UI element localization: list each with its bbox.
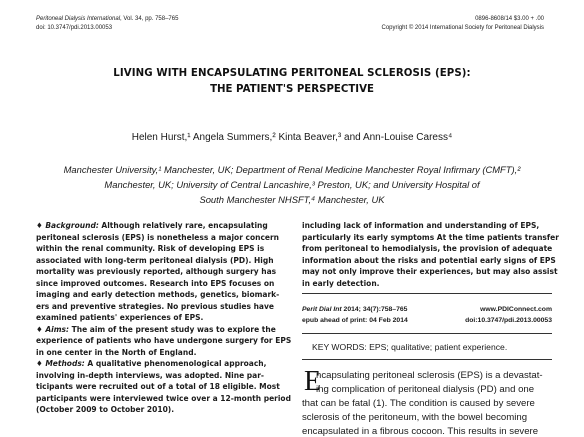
keywords: KEY WORDS: EPS; qualitative; patient experience. <box>312 342 508 352</box>
abstract-line <box>36 325 276 334</box>
abstract-text: Although relatively rare, encapsulating <box>98 221 268 230</box>
abstract-text: since improved outcomes. Research into EPS focuses on <box>36 278 275 288</box>
abstract-line <box>36 256 274 265</box>
citation-volume: 2014; 34(7):758–765 <box>341 306 408 313</box>
body-line: encapsulated in a fibrous cocoon. This results in severe <box>302 426 539 437</box>
header-doi: doi: 10.3747/pdi.2013.00053 <box>36 25 113 31</box>
citation-website[interactable]: www.PDIConnect.com <box>480 306 552 313</box>
abstract-line <box>36 233 279 242</box>
abstract-line <box>36 279 274 288</box>
header-issn: 0896-8608/14 $3.00 + .00 <box>475 16 544 22</box>
abstract-text: (October 2009 to October 2010). <box>36 405 175 414</box>
abstract-line <box>36 290 279 299</box>
abstract-line: from peritoneal to hemodialysis, the provision of adequate <box>302 244 553 253</box>
abstract-line: information about the risks and potential early signs of EPS <box>302 255 556 265</box>
abstract-line <box>36 359 267 368</box>
abstract-line: may not only improve their experiences, but may also assist <box>302 267 558 276</box>
abstract-text: The aim of the present study was to explore the <box>69 324 276 334</box>
citation-doi: doi:10.3747/pdi.2013.00053 <box>465 317 552 324</box>
journal-header-left <box>36 16 178 22</box>
abstract-text: A qualitative phenomenological approach, <box>84 359 267 368</box>
drop-cap: E <box>304 366 322 397</box>
body-text <box>302 366 554 437</box>
abstract-text: experience of patients who have undergone surgery for EPS <box>36 336 292 345</box>
abstract-line <box>36 267 276 276</box>
abstract-line <box>36 244 264 253</box>
article-title-line-2: THE PATIENT'S PERSPECTIVE <box>210 84 374 95</box>
abstract-right-column <box>302 221 559 311</box>
journal-name: Peritoneal Dialysis International <box>36 16 121 22</box>
abstract-line <box>36 371 264 380</box>
body-line: ncapsulating peritoneal sclerosis (EPS) is a devastat- <box>316 370 543 381</box>
article-title-line-1: LIVING WITH ENCAPSULATING PERITONEAL SCLEROSIS (EPS): <box>113 68 471 79</box>
abstract-text: involving in-depth interviews, was adopted. Nine par- <box>36 370 265 380</box>
keywords-rule <box>302 359 552 360</box>
abstract-text: ers and preventive strategies. No previous studies have <box>36 301 274 311</box>
body-line: ing complication of peritoneal dialysis (PD) and one <box>316 384 535 395</box>
abstract-line <box>36 336 291 345</box>
abstract-text: within the renal community. Risk of developing EPS is <box>36 244 265 253</box>
header-copyright: Copyright © 2014 International Society for Peritoneal Dialysis <box>381 25 544 31</box>
abstract-line: particularly its early symptoms At the time patients transfer <box>302 232 559 242</box>
abstract-line <box>36 313 203 322</box>
author-list: Helen Hurst,¹ Angela Summers,² Kinta Beaver,³ and Ann-Louise Caress⁴ <box>131 132 453 143</box>
body-line: sclerosis of the peritoneum, with the bowel becoming <box>302 412 528 423</box>
citation-rule-bottom <box>302 333 552 334</box>
abstract-line: including lack of information and understanding of EPS, <box>302 221 540 230</box>
citation-rule-top <box>302 293 552 294</box>
abstract-line <box>36 394 291 403</box>
abstract-text: imaging and early detection methods, genetics, biomark- <box>36 290 280 299</box>
abstract-left-column <box>36 221 294 431</box>
citation-epub: epub ahead of print: 04 Feb 2014 <box>302 317 408 324</box>
affiliation-line-3: South Manchester NHSFT,⁴ Manchester, UK <box>199 194 385 205</box>
abstract-section-label: ♦ Methods: <box>36 359 85 368</box>
affiliation-line-2: Manchester, UK; University of Central Lancashire,³ Preston, UK; and University Hospital of <box>104 179 480 190</box>
abstract-text: examined patients' experiences of EPS. <box>36 313 204 322</box>
abstract-line <box>36 382 280 391</box>
abstract-line: in early detection. <box>302 278 380 288</box>
abstract-text: in one center in the North of England. <box>36 347 197 357</box>
volume-pages: , Vol. 34, pp. 758–765 <box>120 16 179 22</box>
abstract-line <box>36 221 268 230</box>
abstract-line <box>36 405 174 414</box>
abstract-line <box>36 302 274 311</box>
abstract-text: ticipants were recruited out of a total of 18 eligible. Most <box>36 382 280 391</box>
abstract-section-label: ♦ Aims: <box>36 324 69 334</box>
citation-ref <box>302 306 407 313</box>
citation-journal: Perit Dial Int <box>302 306 342 313</box>
abstract-text: associated with long-term peritoneal dialysis (PD). High <box>36 255 274 265</box>
body-line: that can be fatal (1). The condition is caused by severe <box>302 398 535 409</box>
abstract-section-label: ♦ Background: <box>36 221 99 230</box>
affiliation-line-1: Manchester University,¹ Manchester, UK; Department of Renal Medicine Manchester Royal Infirmary (CMFT),² <box>63 164 521 175</box>
abstract-text: participants were interviewed twice over a 12-month period <box>36 393 291 403</box>
abstract-text: mortality was previously reported, although surgery has <box>36 267 277 276</box>
abstract-line <box>36 348 196 357</box>
abstract-text: peritoneal sclerosis (EPS) is nonetheless a major concern <box>36 232 280 242</box>
